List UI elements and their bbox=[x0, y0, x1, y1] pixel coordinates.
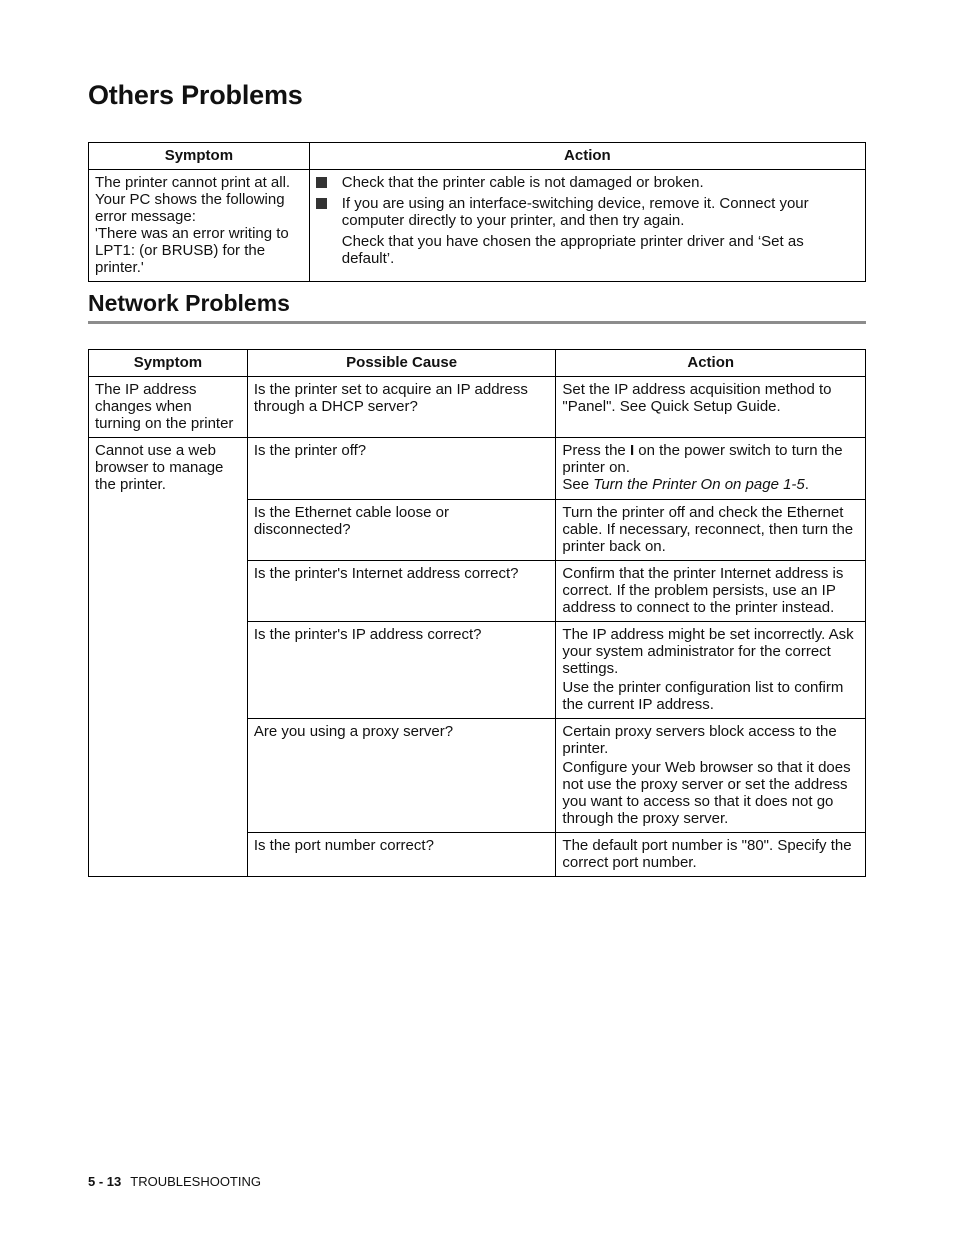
cause-cell: Is the port number correct? bbox=[247, 833, 556, 877]
symptom-cell: The IP address changes when turning on the printer bbox=[89, 377, 248, 438]
cause-cell: Is the printer set to acquire an IP address through a DHCP server? bbox=[247, 377, 556, 438]
action-text: on the power switch to turn the printer on. bbox=[562, 442, 843, 476]
action-bullet bbox=[316, 195, 859, 229]
cause-cell: Is the printer off? bbox=[247, 438, 556, 500]
symptom-header: Symptom bbox=[89, 143, 310, 170]
see-prefix: See bbox=[562, 476, 594, 493]
possible-cause-header: Possible Cause bbox=[247, 350, 556, 377]
action-cell: The default port number is "80". Specify the correct port number. bbox=[556, 833, 866, 877]
action-cell: Confirm that the printer Internet address is correct. If the problem persists, use an IP address to connect to the printer instead. bbox=[556, 561, 866, 622]
others-problems-heading: Others Problems bbox=[88, 80, 303, 110]
action-header: Action bbox=[309, 143, 865, 170]
symptom-line: The printer cannot print at all. bbox=[95, 174, 291, 191]
page-number: 5 - 13 bbox=[88, 1174, 122, 1189]
square-bullet-icon bbox=[316, 198, 327, 209]
network-problems-heading: Network Problems bbox=[88, 290, 290, 316]
cause-cell: Is the Ethernet cable loose or disconnected? bbox=[247, 500, 556, 561]
action-note: Check that you have chosen the appropriate printer driver and ‘Set as default’. bbox=[341, 233, 804, 267]
action-text: Press the bbox=[562, 442, 630, 459]
symptom-line: 'There was an error writing to bbox=[95, 225, 289, 242]
action-cell bbox=[309, 170, 865, 282]
table-row bbox=[89, 438, 866, 500]
square-bullet-icon bbox=[316, 177, 327, 188]
action-cell bbox=[556, 438, 866, 500]
action-cell: Set the IP address acquisition method to "Panel". See Quick Setup Guide. bbox=[556, 377, 866, 438]
cross-reference-link: Turn the Printer On on page 1-5 bbox=[593, 476, 805, 493]
power-switch-symbol: I bbox=[629, 442, 635, 459]
heading-rule bbox=[88, 321, 866, 324]
table-row bbox=[89, 377, 866, 438]
action-paragraph: The IP address might be set incorrectly. Ask your system administrator for the correct settings. bbox=[562, 626, 854, 677]
see-reference bbox=[562, 476, 859, 493]
page-footer bbox=[88, 1174, 261, 1189]
table-header-row bbox=[89, 143, 866, 170]
action-bullet bbox=[316, 174, 859, 191]
action-bullet-text: If you are using an interface-switching device, remove it. Connect your computer directly to your printer, and then try again. bbox=[341, 195, 809, 229]
cause-cell: Are you using a proxy server? bbox=[247, 719, 556, 833]
action-cell bbox=[556, 719, 866, 833]
others-problems-table bbox=[88, 142, 866, 282]
network-problems-table bbox=[88, 349, 866, 877]
symptom-line: error message: bbox=[95, 208, 196, 225]
action-paragraph: Certain proxy servers block access to the printer. bbox=[562, 723, 837, 757]
action-paragraph: Configure your Web browser so that it does not use the proxy server or set the address you want to access so that it does not go through the proxy server. bbox=[562, 759, 851, 827]
symptom-cell bbox=[89, 170, 310, 282]
cause-cell: Is the printer's IP address correct? bbox=[247, 622, 556, 719]
action-header: Action bbox=[556, 350, 866, 377]
see-suffix: . bbox=[804, 476, 809, 493]
action-paragraph: Use the printer configuration list to confirm the current IP address. bbox=[562, 679, 844, 713]
table-row bbox=[89, 170, 866, 282]
section-name: TROUBLESHOOTING bbox=[130, 1174, 261, 1189]
action-bullet-text: Check that the printer cable is not damaged or broken. bbox=[341, 174, 704, 191]
action-cell: Turn the printer off and check the Ethernet cable. If necessary, reconnect, then turn the printer back on. bbox=[556, 500, 866, 561]
symptom-line: printer.' bbox=[95, 259, 144, 276]
action-cell bbox=[556, 622, 866, 719]
table-header-row bbox=[89, 350, 866, 377]
symptom-line: LPT1: (or BRUSB) for the bbox=[95, 242, 266, 259]
symptom-header: Symptom bbox=[89, 350, 248, 377]
symptom-cell: Cannot use a web browser to manage the printer. bbox=[89, 438, 248, 877]
cause-cell: Is the printer's Internet address correct? bbox=[247, 561, 556, 622]
symptom-line: Your PC shows the following bbox=[95, 191, 285, 208]
